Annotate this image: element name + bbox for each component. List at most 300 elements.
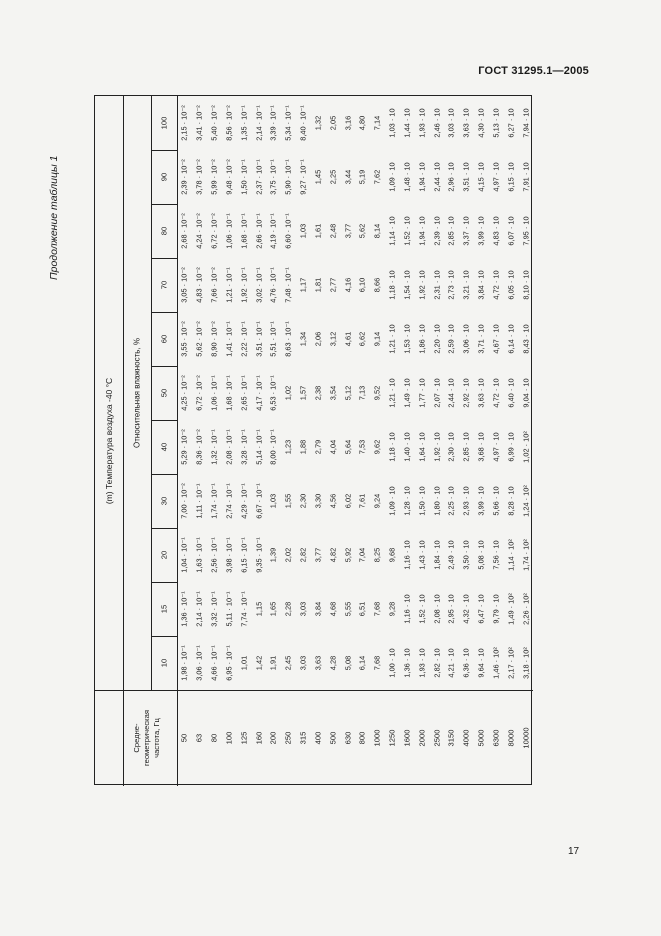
humidity-label-text: 80	[159, 226, 169, 236]
frequency-label-text: 630	[343, 731, 353, 745]
table-cell-text: 1,94 · 10	[417, 216, 427, 246]
table-cell-text: 3,06 · 10	[461, 324, 471, 354]
table-cell-text: 2,07 · 10	[432, 378, 442, 408]
table-cell-text: 2,39 · 10⁻²	[179, 159, 189, 195]
table-cell-text: 1,77 · 10	[417, 378, 427, 408]
frequency-label-text: 2500	[432, 729, 442, 747]
table-cell-text: 1,93 · 10	[417, 108, 427, 138]
table-caption	[48, 100, 64, 280]
table-cell-text: 6,14	[357, 655, 367, 671]
table-cell-text: 2,82	[298, 547, 308, 563]
table-cell-text: 3,41 · 10⁻²	[194, 105, 204, 141]
table-cell-text: 8,00 · 10⁻¹	[268, 429, 278, 465]
table-cell-text: 5,92	[343, 547, 353, 563]
table-cell-text: 6,62	[357, 331, 367, 347]
table-cell-text: 1,74 · 10²	[521, 539, 531, 571]
table-cell-text: 1,17	[298, 277, 308, 293]
humidity-label-text: 20	[159, 550, 169, 560]
table-cell-text: 1,06 · 10⁻¹	[209, 375, 219, 411]
table-cell-text: 1,91	[268, 655, 278, 671]
table-cell-text: 3,63	[313, 655, 323, 671]
table-cell-text: 7,95 · 10	[521, 216, 531, 246]
table-cell-text: 4,24 · 10⁻²	[194, 213, 204, 249]
table-cell-text: 7,61	[357, 493, 367, 509]
table-cell-text: 2,93 · 10	[461, 486, 471, 516]
table-cell-text: 5,62 · 10⁻²	[194, 321, 204, 357]
page-number: 17	[568, 846, 580, 857]
table-cell-text: 9,68	[387, 547, 397, 563]
table-cell-text: 1,53 · 10	[402, 324, 412, 354]
table-cell-text: 1,45	[313, 169, 323, 185]
table-cell-text: 3,28 · 10⁻¹	[239, 429, 249, 465]
table-cell-text: 7,48 · 10⁻¹	[283, 267, 293, 303]
table-cell-text: 6,95 · 10⁻¹	[224, 645, 234, 681]
table-cell-text: 2,92 · 10	[461, 378, 471, 408]
frequency-label-text: 125	[239, 731, 249, 745]
table-cell-text: 3,18 · 10²	[521, 647, 531, 679]
table-cell-text: 2,85 · 10	[446, 216, 456, 246]
table-cell-text: 1,11 · 10⁻¹	[194, 483, 204, 519]
table-cell-text: 2,30	[298, 493, 308, 509]
frequency-label-text: 100	[224, 731, 234, 745]
table-cell-text: 8,28 · 10	[506, 486, 516, 516]
table-rule	[151, 150, 177, 151]
table-rule	[151, 582, 177, 583]
frequency-label-text: 80	[209, 733, 219, 743]
table-cell-text: 1,23	[283, 439, 293, 455]
table-cell-text: 1,16 · 10	[402, 540, 412, 570]
table-cell-text: 5,08	[343, 655, 353, 671]
table-rule	[151, 474, 177, 475]
frequency-label-text: 1000	[372, 729, 382, 747]
table-cell-text: 6,15 · 10⁻¹	[239, 537, 249, 573]
table-cell-text: 1,01	[239, 655, 249, 671]
table-cell-text: 1,02	[283, 385, 293, 401]
table-cell-text: 4,19 · 10⁻¹	[268, 213, 278, 249]
table-cell-text: 4,28	[328, 655, 338, 671]
table-cell-text: 1,36 · 10	[402, 648, 412, 678]
table-cell-text: 7,00 · 10⁻²	[179, 483, 189, 519]
frequency-label-text: 6300	[491, 729, 501, 747]
table-cell-text: 3,37 · 10	[461, 216, 471, 246]
table-cell-text: 1,46 · 10²	[491, 647, 501, 679]
frequency-header-text: Средне- геометрическая частота, Гц	[132, 710, 161, 766]
table-cell-text: 1,93 · 10	[417, 648, 427, 678]
table-cell-text: 8,25	[372, 547, 382, 563]
table-cell-text: 6,47 · 10	[476, 594, 486, 624]
table-cell-text: 6,27 · 10	[506, 108, 516, 138]
table-cell-text: 8,10 · 10	[521, 270, 531, 300]
table-cell-text: 1,98 · 10⁻¹	[179, 645, 189, 681]
table-cell-text: 3,84 · 10	[476, 270, 486, 300]
table-cell-text: 4,76 · 10⁻¹	[268, 267, 278, 303]
table-cell-text: 6,02	[343, 493, 353, 509]
frequency-label-text: 800	[357, 731, 367, 745]
table-cell-text: 8,36 · 10⁻²	[194, 429, 204, 465]
table-cell-text: 3,39 · 10⁻¹	[268, 105, 278, 141]
table-rule	[95, 690, 533, 691]
table-cell-text: 3,30	[313, 493, 323, 509]
table-cell-text: 1,74 · 10⁻¹	[209, 483, 219, 519]
table-cell-text: 8,14	[372, 223, 382, 239]
table-cell-text: 7,14	[372, 115, 382, 131]
table-cell-text: 1,42	[254, 655, 264, 671]
table-cell-text: 1,64 · 10	[417, 432, 427, 462]
table-cell-text: 1,09 · 10	[387, 486, 397, 516]
table-cell-text: 5,62	[357, 223, 367, 239]
table-cell-text: 9,62	[372, 439, 382, 455]
caption-text: Продолжение таблицы 1	[48, 155, 60, 280]
table-cell-text: 1,03	[268, 493, 278, 509]
table-cell-text: 1,68 · 10⁻¹	[224, 375, 234, 411]
table-cell-text: 2,79	[313, 439, 323, 455]
table-cell-text: 2,85 · 10	[461, 432, 471, 462]
table-cell-text: 2,45	[283, 655, 293, 671]
table-cell-text: 3,55 · 10⁻²	[179, 321, 189, 357]
table-cell-text: 9,48 · 10⁻²	[224, 159, 234, 195]
table-cell-text: 4,72 · 10	[491, 270, 501, 300]
table-cell-text: 2,96 · 10	[446, 162, 456, 192]
frequency-label-text: 3150	[446, 729, 456, 747]
table-cell-text: 3,21 · 10	[461, 270, 471, 300]
standard-number: ГОСТ 31295.1—2005	[478, 65, 589, 77]
table-cell-text: 1,24 · 10²	[521, 485, 531, 517]
table-cell-text: 9,04 · 10	[521, 378, 531, 408]
table-cell-text: 7,68	[372, 655, 382, 671]
table-rule	[151, 312, 177, 313]
humidity-group-header-text: Относительная влажность, %	[132, 337, 142, 449]
table-cell-text: 2,46 · 10	[432, 108, 442, 138]
table-cell-text: 5,99 · 10⁻²	[209, 159, 219, 195]
humidity-label-text: 30	[159, 496, 169, 506]
table-cell-text: 2,15 · 10⁻²	[179, 105, 189, 141]
table-cell-text: 2,14 · 10⁻¹	[194, 591, 204, 627]
table-cell-text: 6,51	[357, 601, 367, 617]
table-cell-text: 6,67 · 10⁻¹	[254, 483, 264, 519]
humidity-label-text: 40	[159, 442, 169, 452]
table-cell-text: 9,28	[387, 601, 397, 617]
table-cell-text: 1,03	[298, 223, 308, 239]
table-cell-text: 6,99 · 10	[506, 432, 516, 462]
table-rule	[151, 96, 152, 690]
table-cell-text: 1,49 · 10²	[506, 593, 516, 625]
table-cell-text: 4,56	[328, 493, 338, 509]
table-cell-text: 6,14 · 10	[506, 324, 516, 354]
table-cell-text: 4,21 · 10	[446, 648, 456, 678]
table-cell-text: 9,79 · 10	[491, 594, 501, 624]
table-cell-text: 3,75 · 10⁻¹	[268, 159, 278, 195]
table-cell-text: 5,08 · 10	[476, 540, 486, 570]
table-cell-text: 1,49 · 10	[402, 378, 412, 408]
humidity-label-text: 50	[159, 388, 169, 398]
frequency-label-text: 10000	[521, 727, 531, 749]
table-cell-text: 3,06 · 10⁻¹	[194, 645, 204, 681]
frequency-label-text: 50	[179, 733, 189, 743]
table-cell-text: 1,94 · 10	[417, 162, 427, 192]
table-cell-text: 7,94 · 10	[521, 108, 531, 138]
table-cell-text: 2,05	[328, 115, 338, 131]
table-cell-text: 1,44 · 10	[402, 108, 412, 138]
humidity-label-text: 15	[159, 604, 169, 614]
table-cell-text: 2,44 · 10	[432, 162, 442, 192]
table-rule	[151, 528, 177, 529]
table-cell-text: 2,74 · 10⁻¹	[224, 483, 234, 519]
table-cell-text: 2,06	[313, 331, 323, 347]
humidity-label-text: 60	[159, 334, 169, 344]
table-cell-text: 1,54 · 10	[402, 270, 412, 300]
table-cell-text: 2,66 · 10⁻¹	[254, 213, 264, 249]
table-cell-text: 1,21 · 10⁻¹	[224, 267, 234, 303]
table-cell-text: 5,40 · 10⁻²	[209, 105, 219, 141]
frequency-label-text: 1600	[402, 729, 412, 747]
table-cell-text: 3,84	[313, 601, 323, 617]
table-rule	[123, 96, 124, 786]
table-cell-text: 1,52 · 10	[417, 594, 427, 624]
table-cell-text: 3,44	[343, 169, 353, 185]
table-cell-text: 8,63 · 10⁻¹	[283, 321, 293, 357]
frequency-label-text: 400	[313, 731, 323, 745]
table-cell-text: 1,14 · 10	[387, 216, 397, 246]
table-cell-text: 9,35 · 10⁻¹	[254, 537, 264, 573]
table-cell-text: 2,17 · 10²	[506, 647, 516, 679]
table-cell-text: 1,84 · 10	[432, 540, 442, 570]
table-cell-text: 3,16	[343, 115, 353, 131]
table-cell-text: 2,08 · 10	[432, 594, 442, 624]
table-cell-text: 1,00 · 10	[387, 648, 397, 678]
table-cell-text: 1,65	[268, 601, 278, 617]
table-cell-text: 1,15	[254, 601, 264, 617]
table-cell-text: 4,66 · 10⁻¹	[209, 645, 219, 681]
table-cell-text: 7,74 · 10⁻¹	[239, 591, 249, 627]
table-rule	[151, 366, 177, 367]
table-cell-text: 1,92 · 10⁻¹	[239, 267, 249, 303]
table-cell-text: 3,98 · 10⁻¹	[224, 537, 234, 573]
table-rule	[151, 204, 177, 205]
table-cell-text: 2,59 · 10	[446, 324, 456, 354]
table-cell-text: 2,38	[313, 385, 323, 401]
table-cell-text: 6,10	[357, 277, 367, 293]
table-cell-text: 4,97 · 10	[491, 162, 501, 192]
table-cell-text: 4,82	[328, 547, 338, 563]
table-cell-text: 4,83 · 10	[491, 216, 501, 246]
table-cell-text: 5,29 · 10⁻²	[179, 429, 189, 465]
table-cell-text: 1,88	[298, 439, 308, 455]
table-cell-text: 1,18 · 10	[387, 270, 397, 300]
table-cell-text: 2,28	[283, 601, 293, 617]
table-cell-text: 2,68 · 10⁻²	[179, 213, 189, 249]
table-cell-text: 1,35 · 10⁻¹	[239, 105, 249, 141]
table-cell-text: 4,17 · 10⁻¹	[254, 375, 264, 411]
table-cell-text: 4,80	[357, 115, 367, 131]
table-cell-text: 7,66 · 10⁻²	[209, 267, 219, 303]
table-cell-text: 2,02	[283, 547, 293, 563]
frequency-label-text: 4000	[461, 729, 471, 747]
table-cell-text: 1,28 · 10	[402, 486, 412, 516]
frequency-label-text: 2000	[417, 729, 427, 747]
table-cell-text: 2,25 · 10	[446, 486, 456, 516]
table-cell-text: 5,66 · 10	[491, 486, 501, 516]
table-cell-text: 4,61	[343, 331, 353, 347]
table-cell-text: 1,39	[268, 547, 278, 563]
table-cell-text: 1,06 · 10⁻¹	[224, 213, 234, 249]
table-cell-text: 6,53 · 10⁻¹	[268, 375, 278, 411]
table-cell-text: 4,67 · 10	[491, 324, 501, 354]
table-cell-text: 3,54	[328, 385, 338, 401]
table-cell-text: 1,14 · 10²	[506, 539, 516, 571]
table-cell-text: 5,51 · 10⁻¹	[268, 321, 278, 357]
table-cell-text: 1,50 · 10	[417, 486, 427, 516]
table-cell-text: 2,39 · 10	[432, 216, 442, 246]
table-cell-text: 6,07 · 10	[506, 216, 516, 246]
table-cell-text: 1,16 · 10	[402, 594, 412, 624]
table-cell-text: 1,03 · 10	[387, 108, 397, 138]
table-cell-text: 7,68	[372, 601, 382, 617]
table-cell-text: 3,50 · 10	[461, 540, 471, 570]
table-cell-text: 2,30 · 10	[446, 432, 456, 462]
table-cell-text: 1,32	[313, 115, 323, 131]
table-cell-text: 1,52 · 10	[402, 216, 412, 246]
table-cell-text: 4,68	[328, 601, 338, 617]
table-cell-text: 9,52	[372, 385, 382, 401]
table-cell-text: 1,41 · 10⁻¹	[224, 321, 234, 357]
frequency-label-text: 1250	[387, 729, 397, 747]
table-cell-text: 3,78 · 10⁻²	[194, 159, 204, 195]
table-cell-text: 2,22 · 10⁻¹	[239, 321, 249, 357]
table-cell-text: 4,16	[343, 277, 353, 293]
table-cell-text: 1,32 · 10⁻¹	[209, 429, 219, 465]
table-cell-text: 2,20 · 10	[432, 324, 442, 354]
table-cell-text: 8,40 · 10⁻¹	[298, 105, 308, 141]
frequency-label-text: 500	[328, 731, 338, 745]
table-cell-text: 3,99 · 10	[476, 216, 486, 246]
table-cell-text: 2,95 · 10	[446, 594, 456, 624]
table-cell-text: 3,12	[328, 331, 338, 347]
table-cell-text: 2,26 · 10²	[521, 593, 531, 625]
frequency-label-text: 8000	[506, 729, 516, 747]
table-cell-text: 7,56 · 10	[491, 540, 501, 570]
table-cell-text: 4,83 · 10⁻²	[194, 267, 204, 303]
table-cell-text: 9,27 · 10⁻¹	[298, 159, 308, 195]
table-cell-text: 3,51 · 10	[461, 162, 471, 192]
table-cell-text: 3,71 · 10	[476, 324, 486, 354]
table-cell-text: 7,13	[357, 385, 367, 401]
table-cell-text: 6,15 · 10	[506, 162, 516, 192]
table-cell-text: 7,62	[372, 169, 382, 185]
humidity-label-text: 70	[159, 280, 169, 290]
table-cell-text: 1,09 · 10	[387, 162, 397, 192]
table-cell-text: 6,60 · 10⁻¹	[283, 213, 293, 249]
table-cell-text: 5,11 · 10⁻¹	[224, 591, 234, 627]
table-cell-text: 1,21 · 10	[387, 324, 397, 354]
table-cell-text: 2,56 · 10⁻¹	[209, 537, 219, 573]
table-cell-text: 5,34 · 10⁻¹	[283, 105, 293, 141]
table-cell-text: 1,50 · 10⁻¹	[239, 159, 249, 195]
table-cell-text: 2,82 · 10	[432, 648, 442, 678]
table-cell-text: 4,30 · 10	[476, 108, 486, 138]
table-cell-text: 9,64 · 10	[476, 648, 486, 678]
table-cell-text: 4,25 · 10⁻²	[179, 375, 189, 411]
table-cell-text: 3,99 · 10	[476, 486, 486, 516]
table-cell-text: 1,34	[298, 331, 308, 347]
table-cell-text: 3,03	[298, 601, 308, 617]
table-cell-text: 3,03	[298, 655, 308, 671]
table-cell-text: 6,36 · 10	[461, 648, 471, 678]
table-cell-text: 6,05 · 10	[506, 270, 516, 300]
table-cell-text: 5,90 · 10⁻¹	[283, 159, 293, 195]
table-cell-text: 5,64	[343, 439, 353, 455]
table-rule	[151, 258, 177, 259]
table-cell-text: 5,13 · 10	[491, 108, 501, 138]
table-cell-text: 3,77	[343, 223, 353, 239]
table-cell-text: 7,53	[357, 439, 367, 455]
table-cell-text: 1,80 · 10	[432, 486, 442, 516]
table-cell-text: 3,51 · 10⁻¹	[254, 321, 264, 357]
table-cell-text: 1,21 · 10	[387, 378, 397, 408]
frequency-label-text: 5000	[476, 729, 486, 747]
table-cell-text: 7,04	[357, 547, 367, 563]
table-cell-text: 3,63 · 10	[476, 378, 486, 408]
table-cell-text: 4,04	[328, 439, 338, 455]
table-cell-text: 3,32 · 10⁻¹	[209, 591, 219, 627]
table-cell-text: 1,18 · 10	[387, 432, 397, 462]
table-rule	[151, 636, 177, 637]
table-cell-text: 1,36 · 10⁻¹	[179, 591, 189, 627]
table-cell-text: 5,14 · 10⁻¹	[254, 429, 264, 465]
table-cell-text: 1,92 · 10	[417, 270, 427, 300]
table-cell-text: 9,14	[372, 331, 382, 347]
table-cell-text: 8,43 · 10	[521, 324, 531, 354]
table-cell-text: 2,73 · 10	[446, 270, 456, 300]
table-cell-text: 4,29 · 10⁻¹	[239, 483, 249, 519]
table-rule	[151, 420, 177, 421]
table-cell-text: 4,72 · 10	[491, 378, 501, 408]
table-cell-text: 8,56 · 10⁻²	[224, 105, 234, 141]
table-cell-text: 3,63 · 10	[461, 108, 471, 138]
data-table	[94, 95, 532, 785]
table-cell-text: 1,92 · 10	[432, 432, 442, 462]
frequency-label-text: 315	[298, 731, 308, 745]
table-cell-text: 4,32 · 10	[461, 594, 471, 624]
table-cell-text: 1,63 · 10⁻¹	[194, 537, 204, 573]
frequency-label-text: 160	[254, 731, 264, 745]
table-cell-text: 1,57	[298, 385, 308, 401]
table-cell-text: 2,08 · 10⁻¹	[224, 429, 234, 465]
frequency-label-text: 250	[283, 731, 293, 745]
table-rule	[177, 96, 178, 786]
table-cell-text: 2,65 · 10⁻¹	[239, 375, 249, 411]
table-cell-text: 3,68 · 10	[476, 432, 486, 462]
humidity-label-text: 10	[159, 658, 169, 668]
table-cell-text: 1,48 · 10	[402, 162, 412, 192]
table-cell-text: 3,03 · 10	[446, 108, 456, 138]
table-cell-text: 9,24	[372, 493, 382, 509]
table-cell-text: 5,19	[357, 169, 367, 185]
table-cell-text: 1,40 · 10	[402, 432, 412, 462]
table-cell-text: 5,12	[343, 385, 353, 401]
table-cell-text: 2,14 · 10⁻¹	[254, 105, 264, 141]
table-cell-text: 7,91 · 10	[521, 162, 531, 192]
humidity-label-text: 100	[159, 116, 169, 130]
table-cell-text: 2,25	[328, 169, 338, 185]
table-cell-text: 1,04 · 10⁻¹	[179, 537, 189, 573]
table-cell-text: 3,02 · 10⁻¹	[254, 267, 264, 303]
table-cell-text: 2,77	[328, 277, 338, 293]
table-cell-text: 1,43 · 10	[417, 540, 427, 570]
table-cell-text: 1,86 · 10	[417, 324, 427, 354]
humidity-label-text: 90	[159, 172, 169, 182]
table-cell-text: 2,49 · 10	[446, 540, 456, 570]
table-cell-text: 4,97 · 10	[491, 432, 501, 462]
